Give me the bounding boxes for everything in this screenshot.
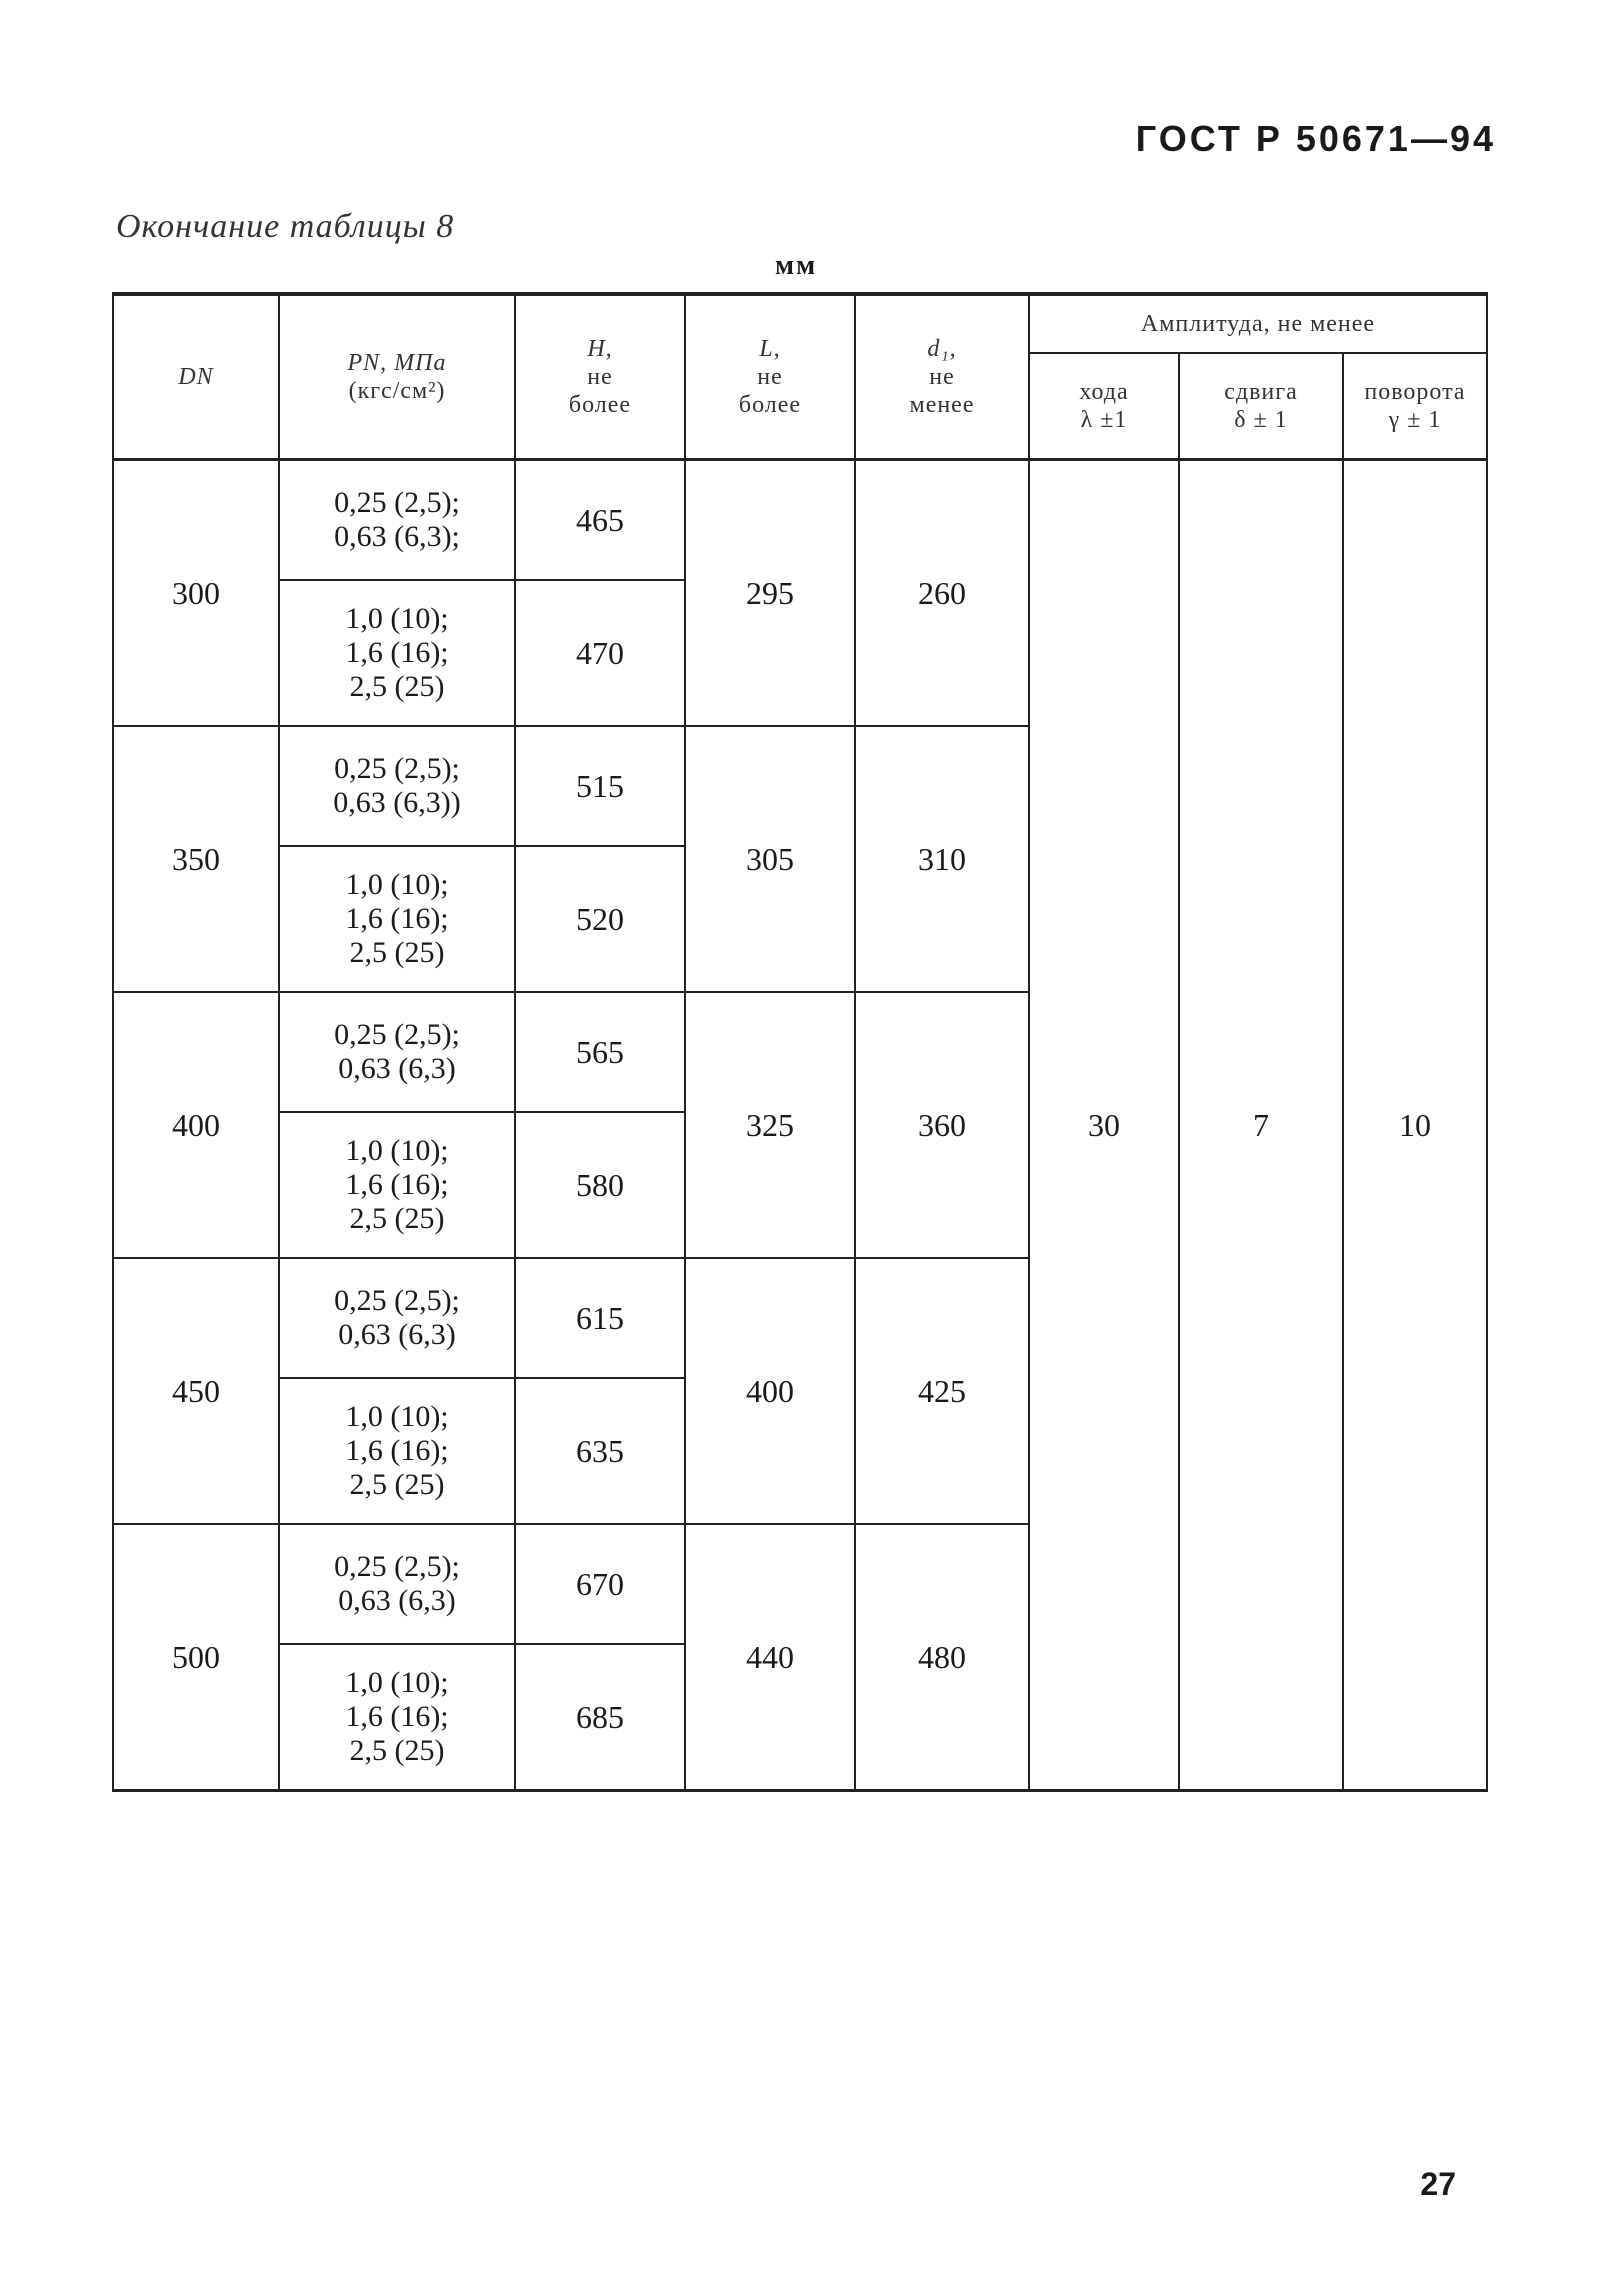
cell-h: 565 — [515, 992, 685, 1112]
cell-l: 400 — [685, 1258, 855, 1524]
cell-h: 635 — [515, 1378, 685, 1524]
cell-dn: 300 — [113, 460, 279, 727]
spec-table-container — [112, 292, 1486, 1792]
cell-d1: 425 — [855, 1258, 1029, 1524]
cell-pn: 0,25 (2,5); 0,63 (6,3) — [279, 992, 515, 1112]
cell-pn: 1,0 (10); 1,6 (16); 2,5 (25) — [279, 580, 515, 726]
cell-pn: 1,0 (10); 1,6 (16); 2,5 (25) — [279, 1378, 515, 1524]
cell-h: 520 — [515, 846, 685, 992]
header-l: L, не более — [685, 294, 855, 460]
table-caption: Окончание таблицы 8 — [116, 208, 455, 245]
cell-l: 325 — [685, 992, 855, 1258]
cell-l: 305 — [685, 726, 855, 992]
cell-h: 515 — [515, 726, 685, 846]
cell-stroke-amplitude: 30 — [1029, 460, 1179, 1791]
header-d1: d₁, не менее — [855, 294, 1029, 460]
units-label: мм — [775, 250, 818, 281]
cell-h: 470 — [515, 580, 685, 726]
cell-shift-amplitude: 7 — [1179, 460, 1343, 1791]
header-dn: DN — [113, 294, 279, 460]
cell-h: 685 — [515, 1644, 685, 1791]
cell-d1: 480 — [855, 1524, 1029, 1791]
cell-l: 440 — [685, 1524, 855, 1791]
header-pn: PN, МПа (кгс/см²) — [279, 294, 515, 460]
cell-h: 670 — [515, 1524, 685, 1644]
cell-h: 580 — [515, 1112, 685, 1258]
cell-d1: 310 — [855, 726, 1029, 992]
cell-pn: 0,25 (2,5); 0,63 (6,3) — [279, 1258, 515, 1378]
cell-pn: 0,25 (2,5); 0,63 (6,3)) — [279, 726, 515, 846]
header-stroke: хода λ ±1 — [1029, 353, 1179, 460]
header-rotation: поворота γ ± 1 — [1343, 353, 1487, 460]
table-row — [113, 460, 1487, 581]
cell-pn: 0,25 (2,5); 0,63 (6,3) — [279, 1524, 515, 1644]
spec-table — [112, 292, 1488, 1792]
spec-table-body — [113, 460, 1487, 1791]
cell-rotation-amplitude: 10 — [1343, 460, 1487, 1791]
header-h: H, не более — [515, 294, 685, 460]
cell-pn: 1,0 (10); 1,6 (16); 2,5 (25) — [279, 1112, 515, 1258]
document-code: ГОСТ Р 50671—94 — [1135, 118, 1496, 159]
cell-pn: 1,0 (10); 1,6 (16); 2,5 (25) — [279, 1644, 515, 1791]
cell-dn: 350 — [113, 726, 279, 992]
cell-h: 465 — [515, 460, 685, 581]
header-shift: сдвига δ ± 1 — [1179, 353, 1343, 460]
header-amplitude: Амплитуда, не менее — [1029, 294, 1487, 353]
cell-l: 295 — [685, 460, 855, 727]
cell-h: 615 — [515, 1258, 685, 1378]
cell-d1: 260 — [855, 460, 1029, 727]
cell-dn: 500 — [113, 1524, 279, 1791]
cell-dn: 400 — [113, 992, 279, 1258]
cell-pn: 1,0 (10); 1,6 (16); 2,5 (25) — [279, 846, 515, 992]
cell-pn: 0,25 (2,5); 0,63 (6,3); — [279, 460, 515, 581]
cell-dn: 450 — [113, 1258, 279, 1524]
page-number: 27 — [1420, 2166, 1456, 2202]
cell-d1: 360 — [855, 992, 1029, 1258]
